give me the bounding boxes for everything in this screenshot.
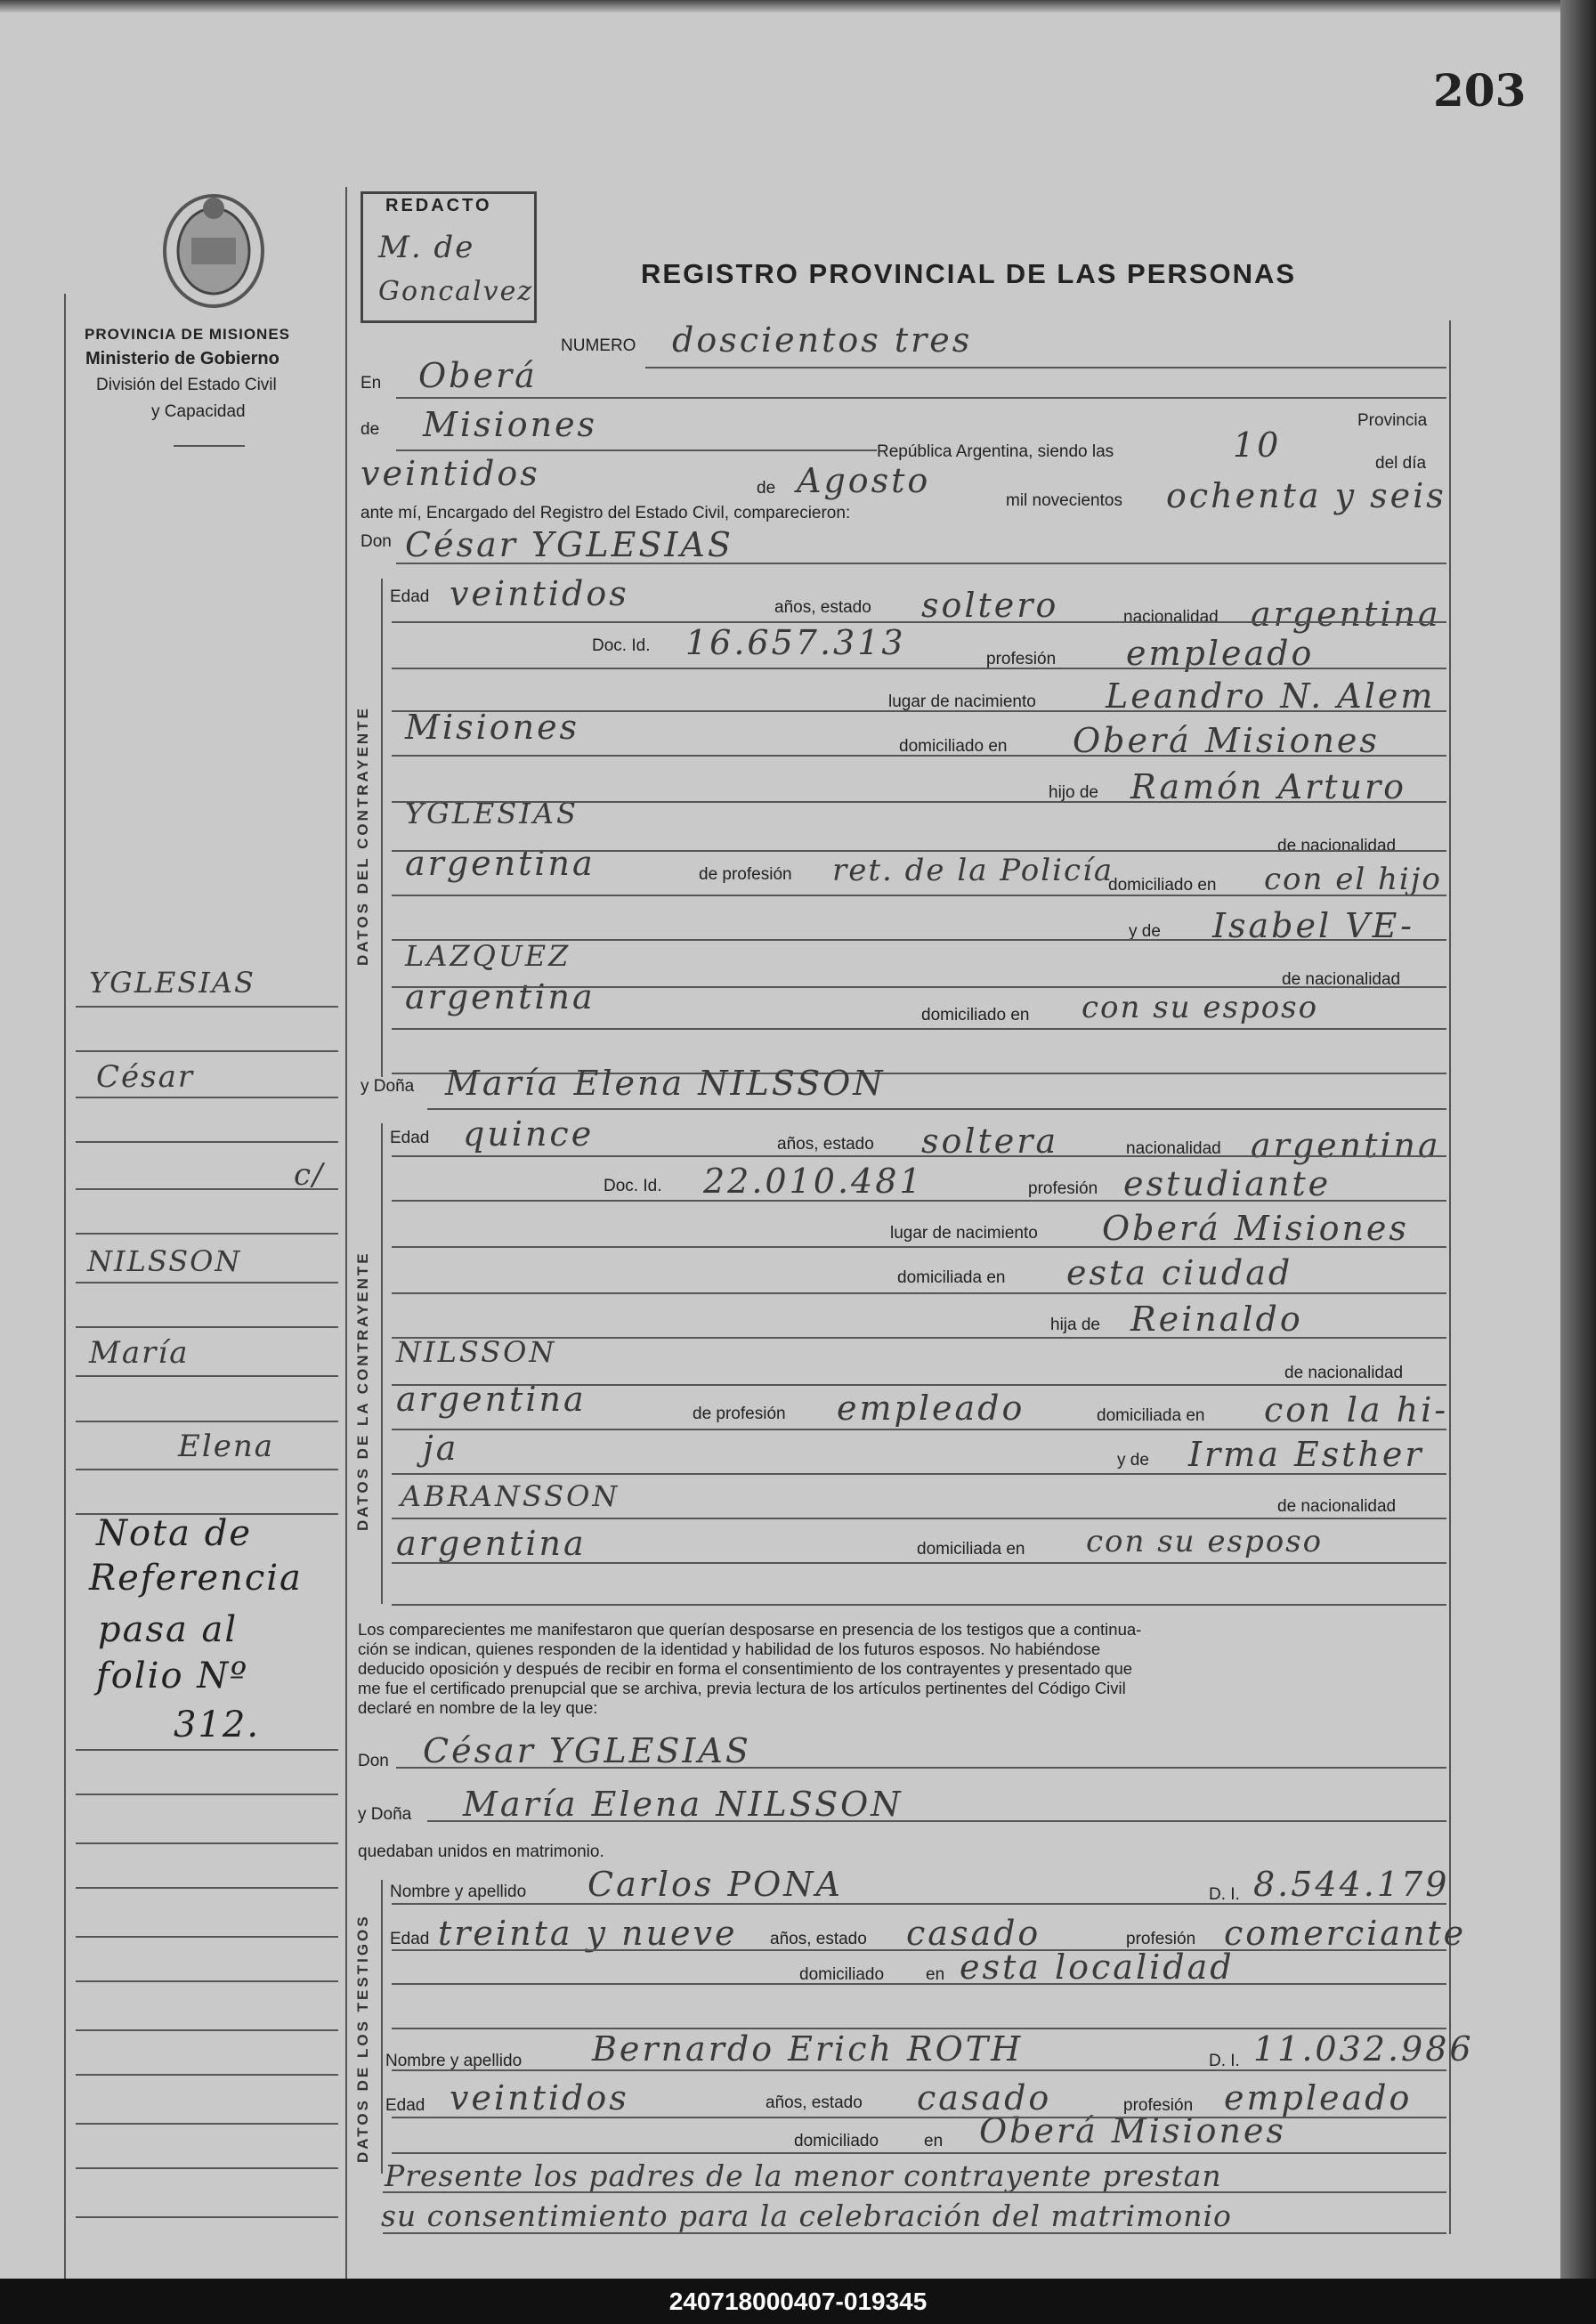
form-line — [392, 1604, 1446, 1606]
form-line — [396, 563, 1446, 564]
c-padre-prof-label: de profesión — [699, 865, 792, 884]
c-lugar-label: lugar de nacimiento — [888, 692, 1036, 711]
c-prof-label: profesión — [986, 650, 1057, 668]
f-padre-dom-value: con la hi- — [1264, 1390, 1449, 1429]
de-prov-value: Misiones — [423, 405, 598, 444]
decl-dona-label: y Doña — [358, 1805, 412, 1824]
c-nac-value: argentina — [1251, 595, 1441, 634]
f-estado-value: soltera — [921, 1122, 1059, 1161]
del-dia-label: del día — [1375, 454, 1427, 473]
ministerio-label: Ministerio de Gobierno — [85, 349, 280, 368]
t2-prof-label: profesión — [1123, 2096, 1194, 2115]
margin-note-4: NILSSON — [87, 1244, 242, 1278]
t1-estado-value: casado — [906, 1914, 1041, 1953]
f-prof-label: profesión — [1028, 1179, 1098, 1198]
form-line — [392, 1983, 1446, 1985]
outer-left-border — [64, 294, 66, 2279]
c-madre-nac-value: argentina — [405, 977, 595, 1016]
form-line — [392, 986, 1446, 988]
document-title: REGISTRO PROVINCIAL DE LAS PERSONAS — [641, 258, 1297, 289]
t1-dom-label: domiciliado — [799, 1965, 885, 1984]
form-line — [392, 1903, 1446, 1905]
declaration-paragraph-4: me fue el certificado prenupcial que se archiva, previa lectura de los artículos pertinentes del Código Civil — [358, 1679, 1126, 1697]
form-line — [392, 2152, 1446, 2154]
margin-rule — [76, 1749, 338, 1751]
form-line — [392, 1246, 1446, 1248]
t1-di-label: D. I. — [1209, 1885, 1240, 1904]
dona-value: María Elena NILSSON — [445, 1064, 886, 1103]
margin-rule — [76, 2074, 338, 2076]
margin-rule — [76, 1842, 338, 1844]
form-line — [392, 1429, 1446, 1430]
c-padre-ap-value: YGLESIAS — [405, 797, 579, 830]
f-madre-value: Irma Esther — [1188, 1435, 1424, 1474]
declaration-paragraph-1: Los comparecientes me manifestaron que querían desposarse en presencia de los testigos que a continua- — [358, 1620, 1142, 1639]
form-line — [392, 1155, 1446, 1157]
redacto-name-2: Goncalvez — [378, 276, 534, 307]
f-madre2-value: ABRANSSON — [401, 1479, 620, 1513]
t1-en-label: en — [926, 1965, 945, 1984]
page-right-edge — [1560, 0, 1596, 2279]
declaration-paragraph-5: declaré en nombre de la ley que: — [358, 1698, 598, 1717]
f-lugar-value: Oberá Misiones — [1102, 1209, 1409, 1248]
form-line — [383, 2232, 1446, 2234]
c-doc-value: 16.657.313 — [685, 623, 906, 662]
f-edad-value: quince — [463, 1114, 595, 1154]
margin-rule — [76, 1513, 338, 1515]
form-line — [392, 1949, 1446, 1951]
margin-note-1: YGLESIAS — [89, 966, 255, 1000]
decl-dona-value: María Elena NILSSON — [463, 1785, 903, 1824]
c-padre-value: Ramón Arturo — [1130, 767, 1406, 806]
f-doc-value: 22.010.481 — [703, 1162, 924, 1201]
decl-don-value: César YGLESIAS — [423, 1731, 751, 1770]
t2-nombre-value: Bernardo Erich ROTH — [592, 2029, 1024, 2069]
c-padre-nac-label: de nacionalidad — [1277, 837, 1397, 855]
form-line — [427, 1820, 1446, 1822]
form-line — [392, 755, 1446, 757]
margin-rule — [76, 1141, 338, 1143]
column-divider — [345, 187, 347, 2279]
t2-estado-value: casado — [917, 2078, 1052, 2118]
t1-prof-label: profesión — [1126, 1930, 1196, 1948]
margin-rule — [76, 1887, 338, 1889]
form-line — [392, 801, 1446, 803]
t2-anos-estado-label: años, estado — [766, 2093, 863, 2112]
c-prof-value: empleado — [1126, 634, 1315, 673]
f-dom-value: esta ciudad — [1066, 1253, 1293, 1292]
margin-rule — [76, 1233, 338, 1235]
form-line — [392, 668, 1446, 669]
t1-edad-label: Edad — [390, 1930, 430, 1948]
margin-rule — [76, 1188, 338, 1190]
header-underline — [174, 445, 245, 447]
form-line — [392, 1292, 1446, 1294]
t1-nombre-label: Nombre y apellido — [390, 1883, 527, 1901]
f-padre-nac-label: de nacionalidad — [1284, 1364, 1404, 1382]
c-nac-label: nacionalidad — [1123, 608, 1219, 627]
c-estado-value: soltero — [921, 586, 1059, 625]
page-number: 203 — [1433, 64, 1527, 117]
decl-don-label: Don — [358, 1752, 389, 1770]
form-line — [392, 2117, 1446, 2118]
declaration-paragraph-2: ción se indican, quienes responden de la identidad y habilidad de los futuros esposos. No habiéndose — [358, 1640, 1101, 1658]
margin-rule — [76, 2216, 338, 2218]
provincia-label: PROVINCIA DE MISIONES — [85, 326, 291, 343]
margin-rule — [76, 1097, 338, 1098]
t2-di-label: D. I. — [1209, 2052, 1240, 2070]
anio-value: ochenta y seis — [1166, 476, 1446, 515]
capacidad-label: y Capacidad — [151, 402, 246, 421]
margin-rule — [76, 1421, 338, 1422]
de-mes-label: de — [757, 479, 776, 498]
division-label: División del Estado Civil — [96, 376, 277, 394]
mil-label: mil novecientos — [1006, 491, 1122, 510]
c-doc-label: Doc. Id. — [592, 636, 651, 655]
c-padre-dom-value: con el hijo — [1264, 862, 1442, 897]
hora-value: 10 — [1233, 425, 1282, 465]
t2-en-label: en — [924, 2132, 944, 2150]
t2-edad-label: Edad — [385, 2096, 425, 2115]
form-line — [392, 1337, 1446, 1339]
declaration-paragraph-3: deducido oposición y después de recibir en forma el consentimiento de los contrayentes y presentado que — [358, 1659, 1133, 1678]
margin-note-9: pasa al — [98, 1609, 239, 1650]
don-value: César YGLESIAS — [405, 525, 733, 564]
f-edad-label: Edad — [390, 1129, 430, 1147]
datos-contrayente-label: DATOS DEL CONTRAYENTE — [354, 706, 371, 966]
c-padre-prof-value: ret. de la Policía — [832, 853, 1114, 888]
form-line — [396, 449, 877, 451]
form-line — [396, 1767, 1446, 1769]
t1-prof-value: comerciante — [1224, 1914, 1467, 1953]
form-line — [392, 2028, 1446, 2029]
datos-testigos-label: DATOS DE LOS TESTIGOS — [354, 1914, 371, 2163]
f-madre-dom-label: domiciliada en — [917, 1540, 1025, 1559]
form-line — [645, 367, 1446, 368]
c-edad-value: veintidos — [450, 574, 629, 613]
f-padre-nac-value: argentina — [396, 1380, 587, 1419]
form-line — [427, 1108, 1446, 1110]
margin-rule — [76, 1794, 338, 1795]
c-y-de-label: y de — [1129, 922, 1161, 941]
numero-value: doscientos tres — [672, 320, 973, 360]
quedaban-label: quedaban unidos en matrimonio. — [358, 1842, 604, 1861]
form-line — [392, 1518, 1446, 1519]
c-dom-label: domiciliado en — [899, 737, 1008, 756]
contrayente-f-bracket — [381, 1123, 383, 1604]
numero-label: NUMERO — [561, 336, 636, 355]
t2-nombre-label: Nombre y apellido — [385, 2052, 523, 2070]
margin-rule — [76, 2029, 338, 2031]
form-line — [392, 850, 1446, 852]
testigos-bracket — [381, 1880, 383, 2174]
t2-prof-value: empleado — [1224, 2078, 1413, 2118]
form-line — [392, 1384, 1446, 1386]
c-padre-dom-label: domiciliado en — [1108, 876, 1217, 895]
margin-rule — [76, 1006, 338, 1008]
c-hijo-label: hijo de — [1049, 783, 1098, 802]
c-lugar2-value: Misiones — [405, 708, 580, 747]
margin-note-7: Nota de — [96, 1513, 252, 1554]
form-line — [392, 2069, 1446, 2071]
margin-note-5: María — [89, 1335, 190, 1371]
t1-edad-value: treinta y nueve — [438, 1914, 738, 1953]
t2-di-value: 11.032.986 — [1253, 2029, 1474, 2069]
margin-note-8: Referencia — [89, 1558, 303, 1599]
page-top-edge — [0, 0, 1596, 12]
margin-rule — [76, 2167, 338, 2169]
dia-value: veintidos — [361, 454, 540, 493]
c-edad-label: Edad — [390, 587, 430, 606]
redacto-name-1: M. de — [378, 230, 475, 265]
form-line — [396, 397, 1446, 399]
note-line-1: Presente los padres de la menor contrayente prestan — [385, 2158, 1222, 2193]
c-madre-value: Isabel VE- — [1212, 906, 1414, 945]
margin-note-6: Elena — [178, 1429, 274, 1464]
f-prof-value: estudiante — [1123, 1164, 1332, 1203]
margin-rule — [76, 1936, 338, 1938]
de-label: de — [361, 420, 380, 439]
footer-id: 240718000407-019345 — [0, 2279, 1596, 2324]
form-line — [392, 1200, 1446, 1202]
t2-dom-value: Oberá Misiones — [979, 2111, 1286, 2150]
form-line — [392, 621, 1446, 623]
f-nac-label: nacionalidad — [1126, 1139, 1221, 1158]
coat-of-arms-seal — [156, 189, 271, 313]
don-label: Don — [361, 532, 392, 551]
note-line-2: su consentimiento para la celebración del matrimonio — [381, 2198, 1232, 2233]
margin-rule — [76, 1469, 338, 1470]
margin-note-3: c/ — [294, 1157, 325, 1193]
f-madre-nac-value: argentina — [396, 1524, 587, 1563]
republica-label: República Argentina, siendo las — [877, 442, 1114, 461]
t2-dom-label: domiciliado — [794, 2132, 879, 2150]
t1-di-value: 8.544.179 — [1253, 1865, 1450, 1904]
f-madre-dom-value: con su esposo — [1086, 1524, 1324, 1559]
margin-rule — [76, 1375, 338, 1377]
t1-anos-estado-label: años, estado — [770, 1930, 867, 1948]
f-anos-estado-label: años, estado — [777, 1135, 874, 1154]
mes-value: Agosto — [797, 461, 931, 500]
form-line — [392, 895, 1446, 896]
f-padre-dom2-value: ja — [423, 1429, 459, 1468]
form-line — [392, 1562, 1446, 1564]
c-madre-dom-value: con su esposo — [1082, 990, 1319, 1025]
c-padre-nac-value: argentina — [405, 844, 595, 883]
en-label: En — [361, 374, 382, 393]
c-madre-nac-label: de nacionalidad — [1282, 970, 1401, 989]
provincia-field-label: Provincia — [1357, 411, 1428, 430]
c-lugar-value: Leandro N. Alem — [1106, 676, 1436, 716]
form-line — [392, 1028, 1446, 1030]
margin-rule — [76, 2123, 338, 2125]
f-padre-prof-value: empleado — [837, 1389, 1025, 1428]
f-padre-ap-value: NILSSON — [396, 1335, 557, 1369]
form-line — [392, 1473, 1446, 1475]
f-dom-label: domiciliada en — [897, 1268, 1006, 1287]
redacto-label: REDACTO — [385, 196, 492, 215]
t1-nombre-value: Carlos PONA — [587, 1865, 843, 1904]
c-anos-estado-label: años, estado — [774, 598, 871, 617]
f-madre-nac-label: de nacionalidad — [1277, 1497, 1397, 1516]
f-padre-dom-label: domiciliada en — [1097, 1406, 1205, 1425]
c-madre2-value: LAZQUEZ — [405, 939, 571, 973]
margin-rule — [76, 1326, 338, 1328]
en-value: Oberá — [418, 356, 538, 395]
t2-edad-value: veintidos — [450, 2078, 629, 2118]
f-padre-value: Reinaldo — [1130, 1300, 1303, 1339]
margin-rule — [76, 1050, 338, 1052]
c-madre-dom-label: domiciliado en — [921, 1006, 1030, 1024]
contrayente-bracket — [381, 579, 383, 1077]
datos-contrayente-f-label: DATOS DE LA CONTRAYENTE — [354, 1251, 371, 1531]
c-dom-value: Oberá Misiones — [1073, 721, 1380, 760]
f-hija-label: hija de — [1050, 1316, 1100, 1334]
y-dona-label: y Doña — [361, 1077, 415, 1096]
f-padre-prof-label: de profesión — [693, 1405, 786, 1423]
f-y-de-label: y de — [1117, 1451, 1149, 1470]
f-nac-value: argentina — [1251, 1126, 1441, 1165]
margin-rule — [76, 1282, 338, 1283]
form-line — [383, 2191, 1446, 2193]
form-line — [392, 710, 1446, 712]
f-doc-label: Doc. Id. — [604, 1177, 662, 1195]
f-lugar-label: lugar de nacimiento — [890, 1224, 1038, 1243]
margin-rule — [76, 1980, 338, 1982]
margin-note-11: 312. — [174, 1705, 261, 1745]
t1-dom-value: esta localidad — [960, 1947, 1235, 1987]
form-line — [392, 939, 1446, 941]
ante-label: ante mí, Encargado del Registro del Estado Civil, comparecieron: — [361, 504, 851, 522]
margin-note-10: folio Nº — [96, 1656, 249, 1696]
margin-note-2: César — [96, 1059, 195, 1095]
